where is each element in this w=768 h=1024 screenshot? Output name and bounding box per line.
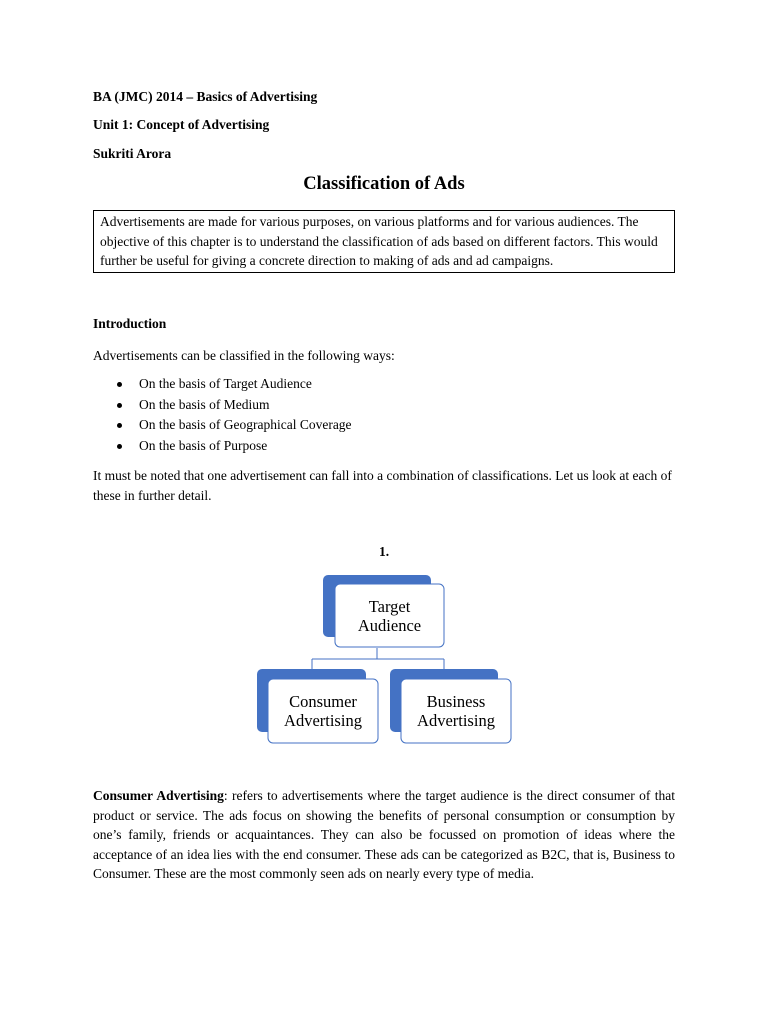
figure-number: 1.: [378, 544, 390, 559]
unit-header: Unit 1: Concept of Advertising: [93, 117, 270, 132]
node-label-line2: Advertising: [417, 711, 495, 730]
node-label-line2: Advertising: [284, 711, 362, 730]
target-audience-diagram: [0, 570, 768, 760]
introduction-note: It must be noted that one advertisement can fall into a combination of classifications. Let us look at each of these in further detail.: [93, 468, 672, 503]
list-item: [93, 415, 352, 436]
classification-list: [93, 374, 352, 456]
consumer-advertising-term: Consumer Advertising: [93, 788, 224, 803]
list-item-text: On the basis of Medium: [139, 396, 270, 412]
list-item: [93, 436, 352, 457]
diagram-connectors: [312, 648, 444, 670]
list-item-text: On the basis of Target Audience: [139, 376, 312, 391]
introduction-lead: Advertisements can be classified in the following ways:: [93, 348, 395, 363]
list-item-text: On the basis of Geographical Coverage: [139, 417, 352, 432]
node-label-line1: Target: [368, 597, 411, 616]
author-name: Sukriti Arora: [93, 146, 172, 161]
list-item: [93, 374, 352, 395]
list-item: [93, 395, 352, 416]
node-label-line1: Consumer: [289, 692, 357, 711]
bullet-icon: [117, 444, 122, 449]
list-item-text: On the basis of Purpose: [139, 437, 268, 453]
abstract-box: Advertisements are made for various purposes, on various platforms and for various audiences. The objective of this chapter is to understand the classification of ads based on different factors. This would further be useful for giving a concrete direction to making of ads and ad campaigns.: [93, 210, 675, 273]
introduction-heading: Introduction: [93, 316, 167, 331]
node-label-line1: Business: [426, 692, 486, 711]
bullet-icon: [117, 382, 122, 387]
course-header: BA (JMC) 2014 – Basics of Advertising: [93, 89, 318, 104]
node-business-advertising: [390, 669, 511, 743]
node-label-line2: Audience: [357, 616, 422, 635]
consumer-advertising-paragraph: [93, 786, 675, 884]
node-target-audience: [323, 575, 444, 647]
node-consumer-advertising: [257, 669, 378, 743]
consumer-advertising-text: : refers to advertisements where the target audience is the direct consumer of that product or service. The ads focus on showing the benefits of personal consumption or consumption by one’s family, friends or acquaintances. They can also be focussed on promotion of ideas where the acceptance of an idea lies with the end consumer. These ads can be categorized as B2C, that is, Business to Consumer. These are the most commonly seen ads on nearly every type of media.: [93, 788, 676, 881]
page-title: Classification of Ads: [303, 174, 465, 194]
bullet-icon: [117, 403, 122, 408]
bullet-icon: [117, 423, 122, 428]
